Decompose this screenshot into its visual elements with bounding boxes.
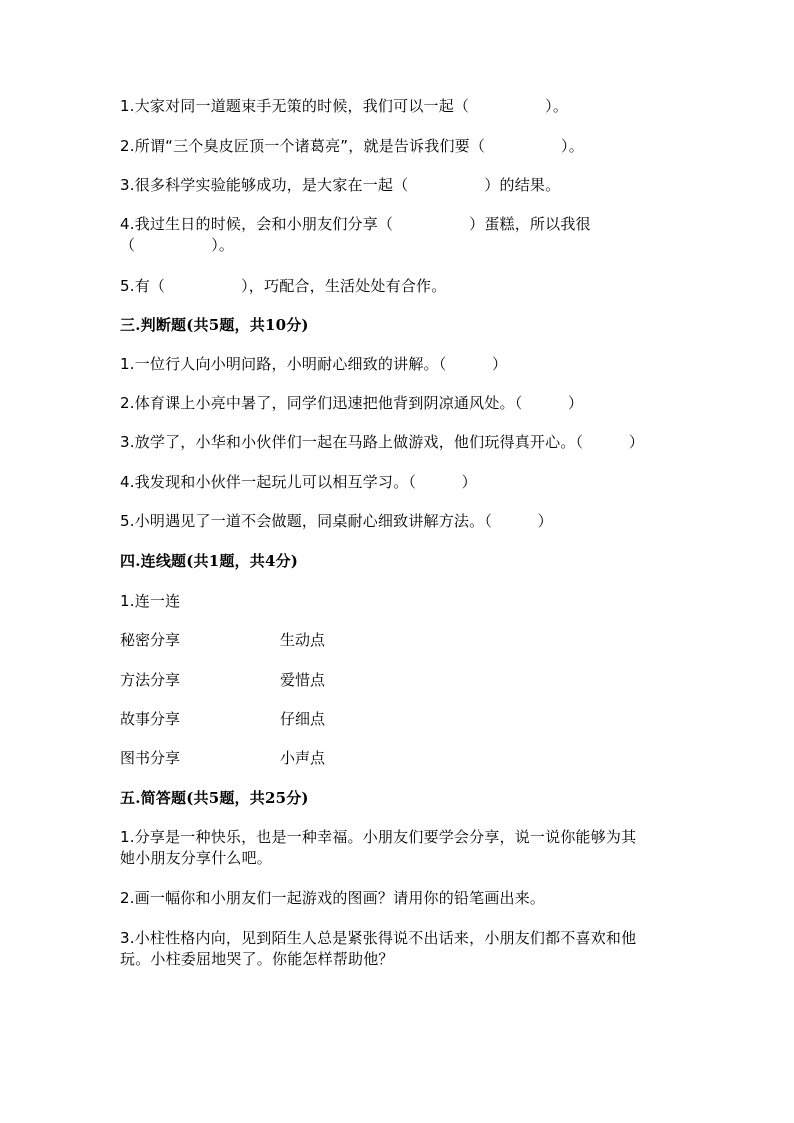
match-right-item: 仔细点 bbox=[280, 710, 326, 728]
match-right-item: 爱惜点 bbox=[280, 671, 326, 689]
judge-question-2: 2.体育课上小亮中暑了，同学们迅速把他背到阴凉通风处。（ ） bbox=[120, 394, 584, 412]
match-left-item: 图书分享 bbox=[120, 749, 181, 767]
match-right-item: 小声点 bbox=[280, 749, 326, 767]
match-left-item: 方法分享 bbox=[120, 671, 181, 689]
fill-blank-question-3: 3.很多科学实验能够成功，是大家在一起（ ）的结果。 bbox=[120, 176, 561, 194]
fill-blank-question-1: 1.大家对同一道题束手无策的时候，我们可以一起（ ）。 bbox=[120, 97, 569, 115]
section-3-heading: 三.判断题(共5题，共10分) bbox=[120, 316, 309, 334]
short-answer-question-3-line-1: 3.小柱性格内向，见到陌生人总是紧张得说不出话来，小朋友们都不喜欢和他 bbox=[120, 929, 637, 947]
fill-blank-question-2: 2.所谓“三个臭皮匠顶一个诸葛亮”，就是告诉我们要（ ）。 bbox=[120, 137, 584, 155]
section-5-heading: 五.简答题(共5题，共25分) bbox=[120, 789, 309, 807]
fill-blank-question-5: 5.有（ ），巧配合，生活处处有合作。 bbox=[120, 277, 447, 295]
match-left-item: 故事分享 bbox=[120, 710, 181, 728]
short-answer-question-3-line-2: 玩。小柱委屈地哭了。你能怎样帮助他？ bbox=[120, 950, 394, 968]
judge-question-3: 3.放学了，小华和小伙伴们一起在马路上做游戏，他们玩得真开心。（ ） bbox=[120, 433, 645, 451]
short-answer-question-1-line-2: 她小朋友分享什么吧。 bbox=[120, 849, 273, 867]
section-4-heading: 四.连线题(共1题，共4分) bbox=[120, 552, 299, 570]
short-answer-question-2: 2.画一幅你和小朋友们一起游戏的图画？请用你的铅笔画出来。 bbox=[120, 889, 546, 907]
judge-question-5: 5.小明遇见了一道不会做题，同桌耐心细致讲解方法。（ ） bbox=[120, 512, 553, 530]
match-left-item: 秘密分享 bbox=[120, 631, 181, 649]
match-right-item: 生动点 bbox=[280, 631, 326, 649]
short-answer-question-1-line-1: 1.分享是一种快乐，也是一种幸福。小朋友们要学会分享，说一说你能够为其 bbox=[120, 828, 637, 846]
judge-question-4: 4.我发现和小伙伴一起玩儿可以相互学习。（ ） bbox=[120, 473, 477, 491]
fill-blank-question-4-line-2: （ ）。 bbox=[120, 236, 235, 254]
matching-question-1: 1.连一连 bbox=[120, 592, 181, 610]
judge-question-1: 1.一位行人向小明问路，小明耐心细致的讲解。（ ） bbox=[120, 355, 508, 373]
fill-blank-question-4-line-1: 4.我过生日的时候，会和小朋友们分享（ ）蛋糕，所以我很 bbox=[120, 215, 591, 233]
